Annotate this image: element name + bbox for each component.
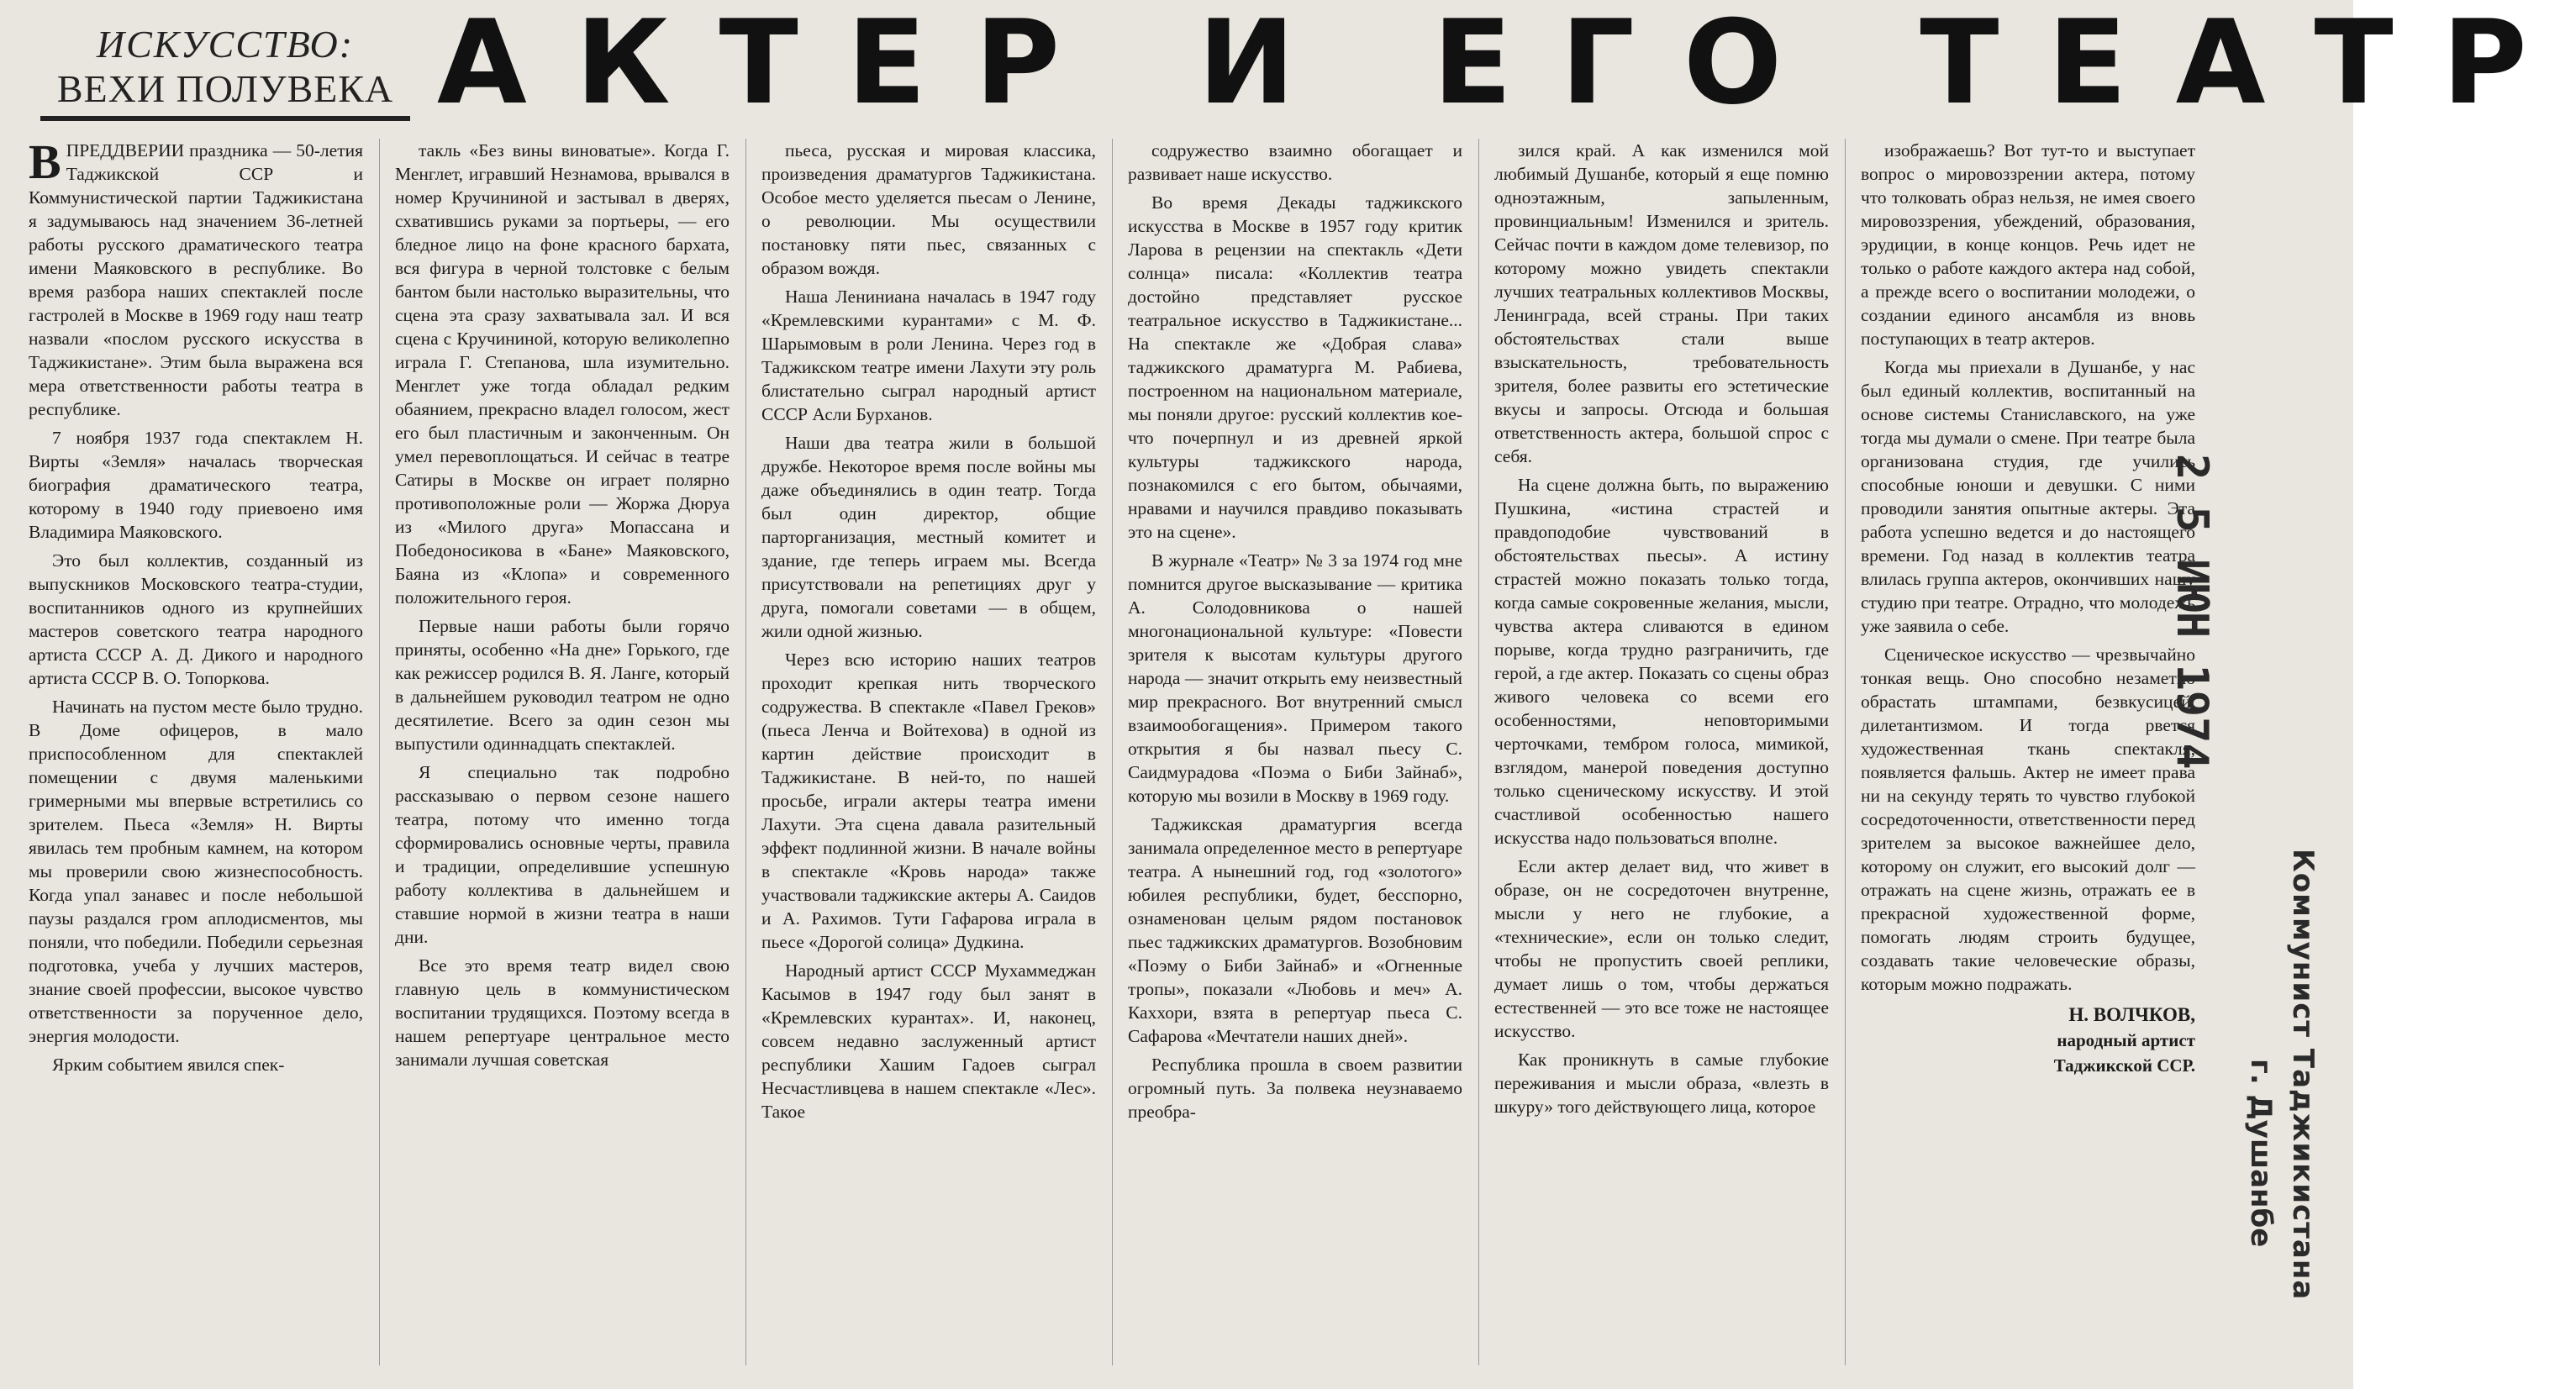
paragraph: Это был коллектив, созданный из выпускников Московского театра-студии, воспитанников одного из крупнейших мастеров советского театра народного артиста СССР А. Д. Дикого и народного артиста СССР В. О. Топоркова. (29, 550, 363, 688)
column-2 (395, 139, 730, 1374)
paragraph: Я специально так подробно рассказываю о первом сезоне нашего театра, потому что именно тогда сформировались основные черты, правила и традиции, определившие успешную работу коллектива в дальнейшем и ставшие нормой в жизни театра в наши дни. (395, 762, 730, 947)
paragraph: Начинать на пустом месте было трудно. В Доме офицеров, в мало приспособленном для спектаклей помещении с двумя маленькими гримерными мы впервые встретились со зрителем. Пьеса «Земля» Н. Вирты явилась тем пробным камнем, на котором мы проверили свою жизнеспособность. Когда упал занавес и после небольшой паузы раздался гром аплодисментов, мы поняли, что победили. Победили серьезная подготовка, учеба у лучших мастеров, знание своей профессии, высокое чувство ответственности за порученное дело, энергия молодости. (29, 697, 363, 1046)
paragraph: Таджикская драматургия всегда занимала определенное место в репертуаре театра. А нынешний год, год «золотого» юбилея республики, будет, бесспорно, ознаменован целым рядом постановок пьес таджикских драматургов. Возобновим «Поэму о Биби Зайнаб» и «Огненные тропы», показали «Любовь и меч» А. Каххори, взята в репертуар пьеса С. Сафарова «Мечтатели наших дней». (1128, 814, 1462, 1046)
paragraph: Сценическое искусство — чрезвычайно тонкая вещь. Оно способно незаметно обрастать штампами, безвкусицей, дилетантизмом. И тогда рвется художественная ткань спектакля, появляется фальшь. Актер не имеет права ни на секунду терять то чувство глубокой сосредоточенности, ответственности перед зрителем за высокое важнейшее дело, которому он служит, его высокий долг — отражать на сцене жизнь, отражать ее в прекрасной художественной форме, помогать людям строить будущее, создавать такие человеческие образы, которым можно подражать. (1861, 645, 2195, 994)
author-title: Таджикской ССР. (2053, 1055, 2195, 1076)
paragraph: Первые наши работы были горячо приняты, особенно «На дне» Горького, где как режиссер родился В. Я. Ланге, который в дальнейшем руководил театром не одно десятилетие. Всего за один сезон мы выпустили одиннадцать спектаклей. (395, 616, 730, 754)
paragraph: В журнале «Театр» № 3 за 1974 год мне помнится другое высказывание — критика А. Солодовникова о нашей многонациональной культуре: «Повести зрителя к высотам культуры другого народа — значит открыть ему неизвестный мир прекрасного. Вот внутренний смысл взаимообогащения». Примером такого открытия я бы назвал пьесу С. Саидмурадова «Поэма о Биби Зайнаб», которую мы возили в Москву в 1969 году. (1128, 550, 1462, 806)
paragraph: содружество взаимно обогащает и развивает наше искусство. (1128, 140, 1462, 184)
paragraph: Ярким событием явился спек- (52, 1055, 285, 1075)
column-3 (761, 139, 1096, 1374)
article-headline: АКТЕР И ЕГО ТЕАТР (437, 0, 2576, 130)
column-1 (29, 134, 363, 1374)
paragraph: Наши два театра жили в большой дружбе. Некоторое время после войны мы даже объединялись в один театр. Тогда был один директор, общие парторганизация, местный комитет и здание, где теперь играем мы. Всегда присутствовали на репетициях друг у друга, помогали советами — в общем, жили одной жизнью. (761, 433, 1096, 641)
paragraph: Все это время театр видел свою главную цель в коммунистическом воспитании трудящихся. Поэтому всегда в нашем репертуаре центральное место занимали лучшая советская (395, 955, 730, 1070)
column-divider (745, 139, 746, 1365)
article-body (29, 134, 2247, 1374)
city-stamp: г. Душанбе (2244, 1059, 2278, 1248)
paragraph: такль «Без вины виноватые». Когда Г. Менглет, игравший Незнамова, врывался в номер Кручининой и застывал в дверях, схватившись руками за портьеры, — его бледное лицо на фоне красного бархата, вся фигура в черной толстовке с белым бантом были настолько выразительны, что сцена эта сразу захватывала зал. И вся сцена с Кручининой, которую великолепно играла Г. Степанова, шла изумительно. Менглет уже тогда обладал редким обаянием, прекрасно владел голосом, жест его был пластичным и законченным. Он умел перевоплощаться. И сейчас в театре Сатиры в Москве он играет полярно противоположные роли — Жоржа Дюруа из «Милого друга» Мопассана и Победоносикова в «Бане» Маяковского, Баяна из «Клопа» и современного положительного героя. (395, 140, 730, 608)
paragraph: зился край. А как изменился мой любимый Душанбе, который я еще помню одноэтажным, запыленным, провинциальным! Изменился и зритель. Сейчас почти в каждом доме телевизор, по которому можно увидеть спектакли лучших театральных коллективов Москвы, Ленинграда, всей страны. При таких обстоятельствах стали выше взыскательность, требовательность зрителя, более развиты его эстетические вкусы и запросы. Отсюда и большая ответственность актера, большой спрос с себя. (1494, 140, 1829, 466)
column-5 (1494, 139, 1829, 1374)
paragraph: На сцене должна быть, по выражению Пушкина, «истина страстей и правдоподобие чувствований в обстоятельствах пьесы». А истину страстей можно показать только тогда, когда самые сокровенные желания, мысли, чувства актера сливаются в едином порыве, когда трудно разграничить, где герой, а где актер. Показать со сцены образ живого человека со всеми его особенностями, неповторимыми черточками, тембром голоса, мимикой, взглядом, манерой поведения доступно только сценическому искусству. И этой счастливой особенностью нашего искусства надо пользоваться вполне. (1494, 475, 1829, 848)
column-divider (1112, 139, 1113, 1365)
paragraph: 7 ноября 1937 года спектаклем Н. Вирты «Земля» началась творческая биография драматического театра, которому в 1940 году приевоено имя Владимира Маяковского. (29, 428, 363, 542)
column-6 (1861, 139, 2195, 1374)
column-divider (1845, 139, 1846, 1365)
rubric-underline (40, 116, 410, 121)
paragraph: Когда мы приехали в Душанбе, у нас был единый коллектив, воспитанный на основе системы Станиславского, на уже тогда мы думали о смене. При театре была организована студия, где учились способные юноши и девушки. С ними проводили занятия опытные актеры. Эта работа успешно ведется и до настоящего времени. Год назад в коллектив театра влилась группа актеров, окончивших нашу студию при театре. Отрадно, что молодежь уже заявила о себе. (1861, 357, 2195, 636)
paragraph: пьеса, русская и мировая классика, произведения драматургов Таджикистана. Особое место уделяется пьесам о Ленине, о революции. Мы осуществили постановку пяти пьес, связанных с образом вождя. (761, 140, 1096, 278)
paragraph: Во время Декады таджикского искусства в Москве в 1957 году критик Ларова в рецензии на спектакль «Дети солнца» писала: «Коллектив театра достойно представляет русское театральное искусство в Таджикистане... На спектакле же «Добрая слава» таджикского драматурга М. Рабиева, построенном на национальном материале, мы поняли другое: русский коллектив кое-что почерпнул и из древней яркой культуры таджикского народа, познакомился с его бытом, обычаями, нравами и научился правдиво показывать это на сцене». (1128, 192, 1462, 542)
column-divider (1478, 139, 1479, 1365)
paragraph: Как проникнуть в самые глубокие переживания и мысли образа, «влезть в шкуру» того действующего лица, которое (1494, 1050, 1829, 1117)
paragraph: Наша Лениниана началась в 1947 году «Кремлевскими курантами» с М. Ф. Шарымовым в роли Ленина. Через год в Таджикском театре имени Лахути эту роль блистательно сыграл народный артист СССР Асли Бурханов. (761, 287, 1096, 424)
rubric-line-2: ВЕХИ ПОЛУВЕКА (56, 67, 394, 110)
paragraph: изображаешь? Вот тут-то и выступает вопрос о мировоззрении актера, потому что толковать образ нельзя, не имея своего мировоззрения, убеждений, образования, эрудиции, в конце концов. Речь идет не только о работе каждого актера над собой, а прежде всего о воспитании молодежи, о создании единого ансамбля из вновь поступающих в театр актеров. (1861, 140, 2195, 349)
author-signature (1861, 1002, 2195, 1078)
author-name: Н. ВОЛЧКОВ, (2068, 1004, 2195, 1025)
paragraph: ВПРЕДДВЕРИИ праздника — 50-летия Таджикской ССР и Коммунистической партии Таджикистана я задумываюсь над значением 36-летней работы русского драматического театра имени Маяковского в республике. Во время разбора наших спектаклей после гастролей в Москве в 1969 году наш театр назвали «послом русского искусства в Таджикистане». Этим была выражена вся мера ответственности работы театра в республике. (29, 134, 363, 419)
column-4 (1128, 139, 1462, 1374)
paragraph: Если актер делает вид, что живет в образе, он не сосредоточен внутренне, мысли у него не глубокие, а «технические», если он только следит, чтобы не пропустить своей реплики, думает лишь о том, чтобы держаться естественней — это все тоже не настоящее искусство. (1494, 856, 1829, 1041)
paragraph: Народный артист СССР Мухаммеджан Касымов в 1947 году был занят в «Кремлевских курантах». И, наконец, совсем недавно заслуженный артист республики Хашим Гадоев сыграл Несчастливцева в нашем спектакле «Лес». Такое (761, 960, 1096, 1122)
author-title: народный артист (2057, 1030, 2195, 1050)
paragraph: Республика прошла в своем развитии огромный путь. За полвека неузнаваемо преобра- (1128, 1055, 1462, 1122)
date-stamp: 2 5 ИЮН 1974 (2167, 454, 2217, 770)
column-divider (379, 139, 380, 1365)
rubric (40, 22, 410, 111)
paragraph: Через всю историю наших театров проходит крепкая нить творческого содружества. В спектакле «Павел Греков» (пьеса Ленча и Войтехова) в одной из картин действие происходит в Таджикистане. В ней-то, по нашей просьбе, играли актеры театра имени Лахути. Эта сцена давала разительный эффект подлинной жизни. В начале войны в спектакле «Кровь народа» также участвовали таджикские актеры А. Саидов и А. Рахимов. Тути Гафарова играла в пьесе «Дорогой солица» Дудкина. (761, 650, 1096, 952)
newspaper-name-stamp: Коммунист Таджикистана (2286, 849, 2320, 1301)
rubric-line-1: ИСКУССТВО: (96, 23, 355, 66)
